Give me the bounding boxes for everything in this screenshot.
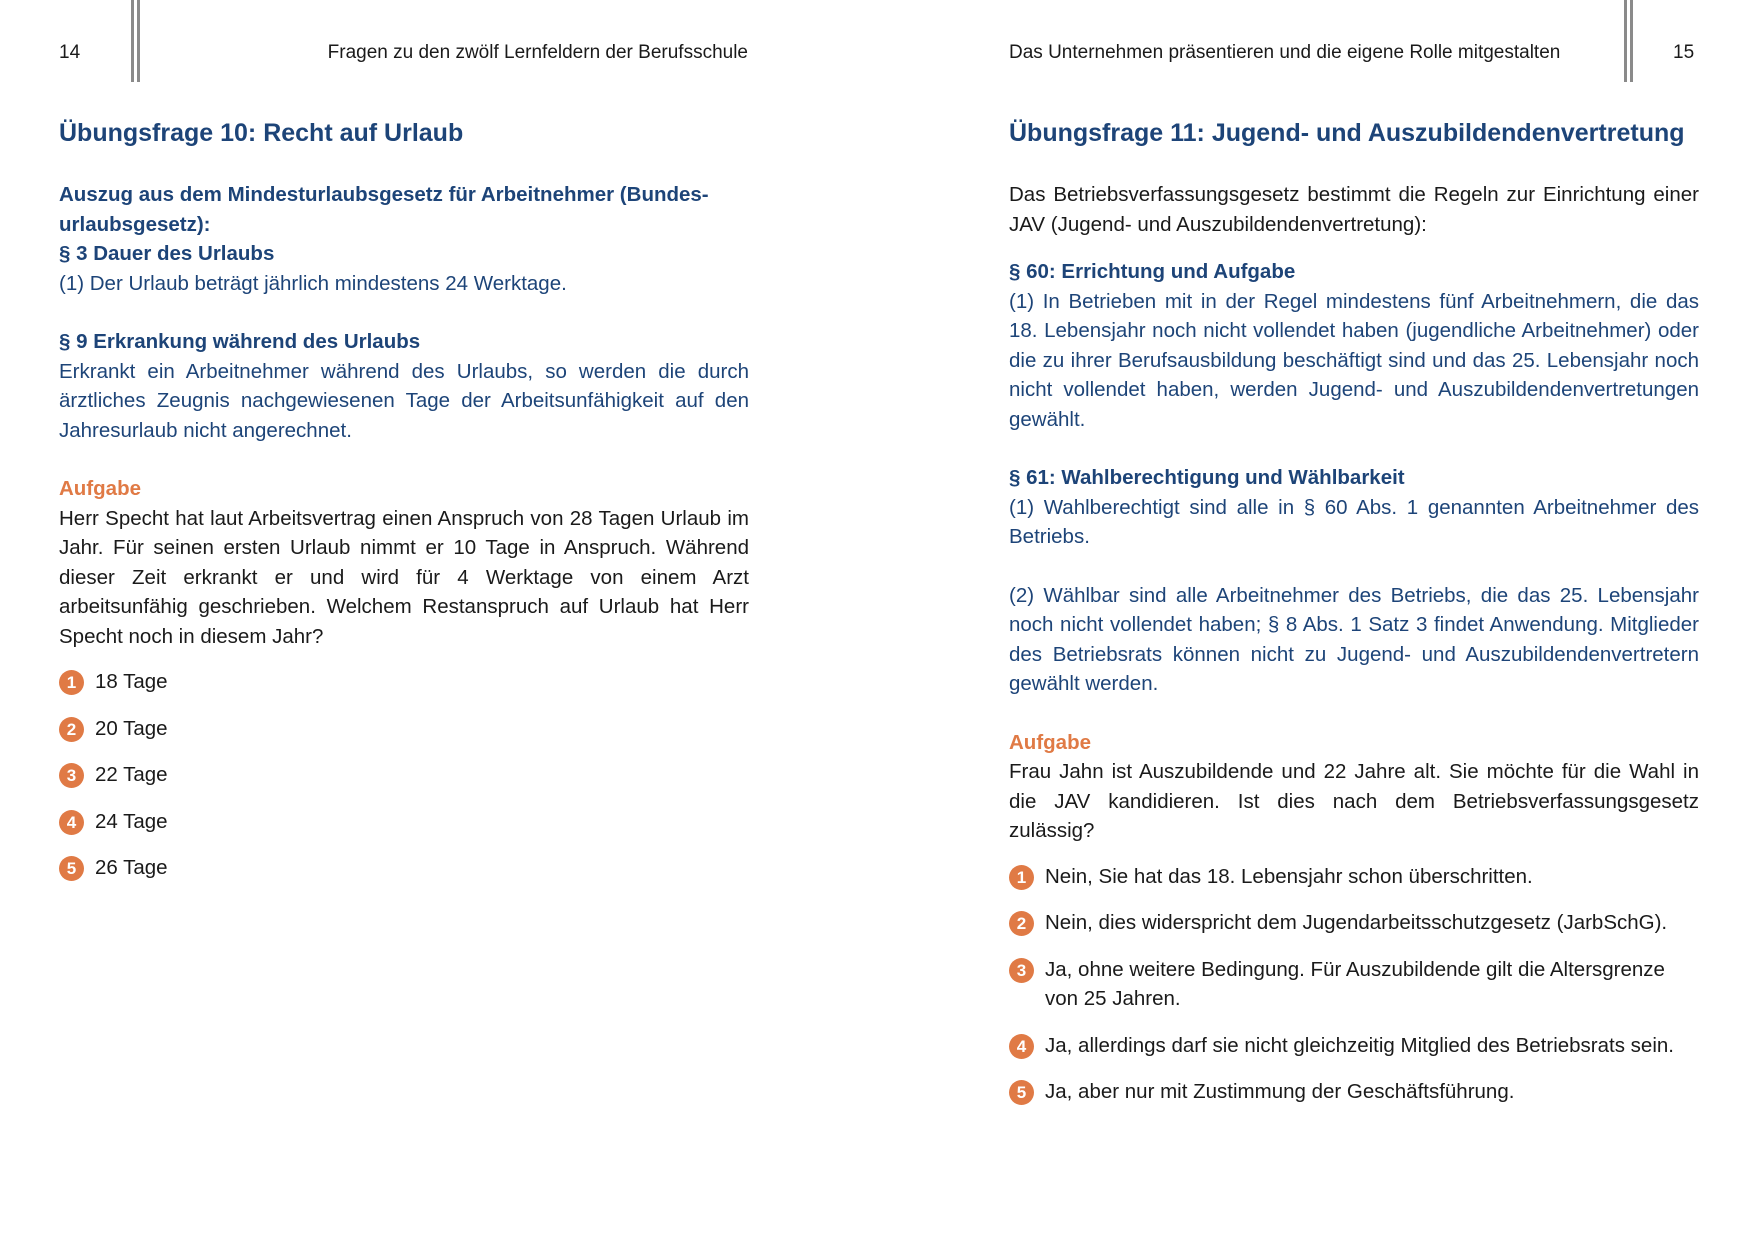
answer-number-badge: 2 bbox=[1009, 911, 1034, 936]
answer-number-badge: 4 bbox=[1009, 1034, 1034, 1059]
section-heading: § 9 Erkrankung während des Urlaubs bbox=[59, 330, 421, 353]
task-label: Aufgabe bbox=[59, 477, 141, 500]
answer-number-badge: 1 bbox=[1009, 865, 1034, 890]
excerpt-heading-line-2: urlaubsgesetz): bbox=[59, 212, 211, 236]
answer-number-badge: 2 bbox=[59, 717, 84, 742]
page-number: 14 bbox=[59, 42, 81, 63]
answer-option[interactable] bbox=[1009, 955, 1699, 1014]
task-text: Herr Specht hat laut Arbeitsvertrag einen Anspruch von 28 Tagen Urlaub im Jahr. Für seinen ersten Urlaub nimmt er 10 Tage in Anspruch. Während dieser Zeit erkrankt er und wird für 4 Werktage von einem Arzt arbeitsunfähig geschrieben. Welchem Restanspruch auf Urlaub hat Herr Specht noch in diesem Jahr? bbox=[59, 506, 749, 648]
answer-text: 18 Tage bbox=[95, 670, 168, 693]
intro-text: Das Betriebsverfassungsgesetz bestimmt die Regeln zur Einrichtung einer JAV (Jugend- und Auszubildendenvertretung): bbox=[1009, 183, 1699, 236]
answer-number-badge: 1 bbox=[59, 670, 84, 695]
section-text: Erkrankt ein Arbeitnehmer während des Urlaubs, so werden die durch ärztliches Zeugnis nachgewiesenen Tage der Arbeitsunfähigkeit auf den Jahresurlaub nicht angerechnet. bbox=[59, 359, 749, 442]
task-text: Frau Jahn ist Auszubildende und 22 Jahre alt. Sie möchte für die Wahl in die JAV kandidieren. Ist dies nach dem Betriebsverfassungsgesetz zulässig? bbox=[1009, 760, 1699, 842]
answer-option[interactable] bbox=[1009, 862, 1699, 892]
running-head: Fragen zu den zwölf Lernfeldern der Berufsschule bbox=[327, 42, 748, 63]
answer-text: 20 Tage bbox=[95, 716, 168, 740]
answer-text: 26 Tage bbox=[95, 856, 168, 879]
question-title: Übungsfrage 10: Recht auf Urlaub bbox=[59, 119, 464, 147]
answer-option[interactable] bbox=[59, 760, 749, 790]
answer-text: Ja, allerdings darf sie nicht gleichzeitig Mitglied des Betriebsrats sein. bbox=[1045, 1033, 1674, 1057]
header-rule bbox=[1624, 0, 1627, 82]
answer-option[interactable] bbox=[1009, 908, 1699, 938]
answer-text: Ja, aber nur mit Zustimmung der Geschäftsführung. bbox=[1045, 1080, 1515, 1103]
section-heading: § 3 Dauer des Urlaubs bbox=[59, 242, 275, 265]
answer-text: Ja, ohne weitere Bedingung. Für Auszubildende gilt die Altersgrenze von 25 Jahren. bbox=[1045, 957, 1665, 1010]
answer-number-badge: 3 bbox=[1009, 958, 1034, 983]
answer-option[interactable] bbox=[59, 714, 749, 744]
section-text: (1) Wahlberechtigt sind alle in § 60 Abs. 1 genannten Arbeitnehmer des Betriebs. bbox=[1009, 495, 1699, 548]
right-page bbox=[874, 0, 1748, 1240]
question-title: Übungsfrage 11: Jugend- und Auszubildendenvertretung bbox=[1009, 119, 1685, 147]
answer-number-badge: 5 bbox=[1009, 1080, 1034, 1105]
answer-number-badge: 5 bbox=[59, 856, 84, 881]
page-number: 15 bbox=[1673, 42, 1695, 63]
header-rule bbox=[131, 0, 134, 82]
answer-number-badge: 4 bbox=[59, 810, 84, 835]
answer-option[interactable] bbox=[59, 667, 749, 697]
section-heading: § 60: Errichtung und Aufgabe bbox=[1009, 260, 1296, 283]
section-text: (1) Der Urlaub beträgt jährlich mindestens 24 Werktage. bbox=[59, 271, 567, 295]
answer-text: 24 Tage bbox=[95, 809, 168, 833]
section-heading: § 61: Wahlberechtigung und Wählbarkeit bbox=[1009, 466, 1405, 489]
answer-option[interactable] bbox=[1009, 1031, 1699, 1061]
running-head: Das Unternehmen präsentieren und die eigene Rolle mitgestalten bbox=[1009, 42, 1561, 63]
answer-number-badge: 3 bbox=[59, 763, 84, 788]
answer-text: Nein, Sie hat das 18. Lebensjahr schon überschritten. bbox=[1045, 864, 1533, 888]
excerpt-heading-line-1: Auszug aus dem Mindesturlaubsgesetz für Arbeitnehmer (Bundes- bbox=[59, 183, 709, 206]
answer-list bbox=[1009, 862, 1699, 1107]
answer-option[interactable] bbox=[59, 807, 749, 837]
section-text: (1) In Betrieben mit in der Regel mindestens fünf Arbeitnehmern, die das 18. Lebensjahr noch nicht vollendet haben (jugendliche Arbeitnehmer) oder die zu ihrer Berufsausbildung beschäftigt sind und das 25. Lebensjahr noch nicht vollendet haben, werden Jugend- und Auszubildendenvertretungen gewählt. bbox=[1009, 289, 1699, 431]
section-text: (2) Wählbar sind alle Arbeitnehmer des Betriebs, die das 25. Lebensjahr noch nicht vollendet haben; § 8 Abs. 1 Satz 3 findet Anwendung. Mitglieder des Betriebsrats können nicht zu Jugend- und Auszubildendenvertretern gewählt werden. bbox=[1009, 583, 1699, 695]
excerpt-heading bbox=[59, 180, 749, 239]
question-11 bbox=[1009, 112, 1699, 1124]
answer-option[interactable] bbox=[1009, 1077, 1699, 1107]
answer-text: 22 Tage bbox=[95, 763, 168, 786]
task-label: Aufgabe bbox=[1009, 730, 1091, 754]
answer-list bbox=[59, 667, 749, 883]
question-10 bbox=[59, 112, 749, 900]
header-rule bbox=[137, 0, 140, 82]
answer-text: Nein, dies widerspricht dem Jugendarbeitsschutzgesetz (JarbSchG). bbox=[1045, 911, 1668, 934]
answer-option[interactable] bbox=[59, 853, 749, 883]
header-rule bbox=[1630, 0, 1633, 82]
